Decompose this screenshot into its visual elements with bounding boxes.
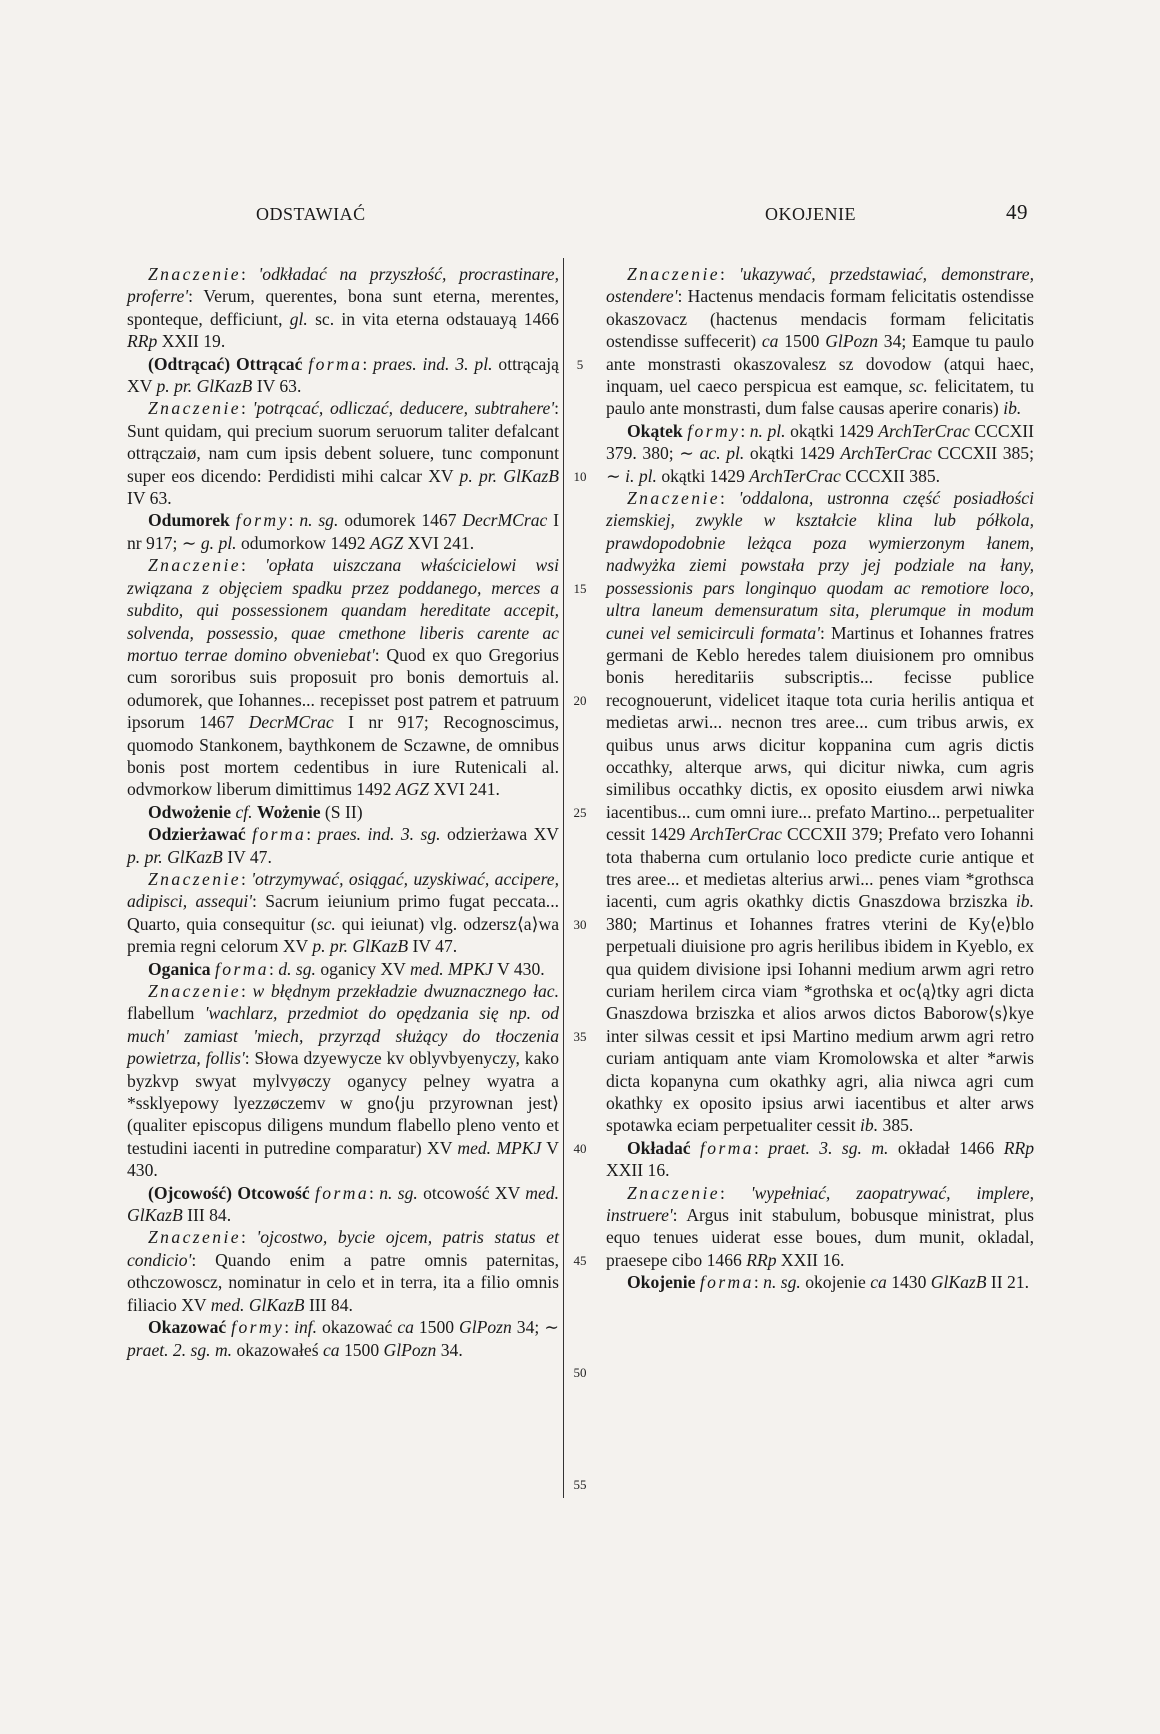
- entry-text: okątki 1429: [785, 420, 879, 441]
- entry-text: : Quando enim a patre omnis paternitas, othczowoscz, nominatur in celo et in terra, ita a filio omnis filiacio XV: [127, 1249, 559, 1315]
- entry-text: 'odkładać na przyszłość, procrastinare, proferre': [127, 264, 559, 307]
- entry-text: med. MPKJ: [457, 1137, 542, 1158]
- entry-text: Znaczenie: [148, 1227, 241, 1248]
- entry-text: ottrącają XV: [127, 353, 559, 397]
- entry-text: II 21.: [986, 1272, 1030, 1293]
- entry-text: : Sacrum ieiunium primo fugat peccata... Quarto, quia consequitur (: [127, 891, 559, 934]
- entry-text: odzierżawa XV: [440, 824, 559, 845]
- dictionary-paragraph: [127, 958, 559, 980]
- entry-text: CCCXII 379; Prefato vero Iohanni tota thaberna cum ortulanio loco predicte curie antique et tres aree... et medietas alterius arwi... penes viam *grothsca iacenti, cum agris okathky dictis Gnaszdowa brziszka: [606, 824, 1034, 912]
- entry-text: okojenie: [800, 1272, 871, 1293]
- entry-text: felicitatem, tu paulo ante monstrasti, dum false causas aperire conaris): [606, 376, 1034, 419]
- entry-text: GlPozn: [825, 331, 878, 352]
- entry-text: qui ieiunat) vlg. odzersz⟨a⟩wa premia regni celorum XV: [127, 913, 559, 957]
- right-column: [606, 263, 1034, 1294]
- line-number: 20: [573, 692, 587, 708]
- running-header: [0, 200, 1160, 232]
- entry-text: 1430: [886, 1272, 931, 1293]
- entry-headword: Odumorek: [148, 510, 230, 531]
- entry-headword: Okojenie: [627, 1272, 696, 1293]
- entry-text: ArchTerCrac: [878, 420, 970, 441]
- entry-text: :: [719, 1182, 751, 1203]
- entry-text: 'opłata uiszczana właścicielowi wsi związana z objęciem spadku przez poddanego, merces a subdito, qui possessionem quandam hereditate accepit, solvenda, possessio, quae cmethone liberis carente ac mortuo terrae domino obveniebat': [127, 555, 559, 665]
- entry-text: 34; ∼: [511, 1317, 559, 1338]
- entry-text: i. pl.: [625, 465, 657, 486]
- entry-text: :: [240, 1227, 257, 1248]
- entry-headword: (Ojcowość) Otcowość: [148, 1182, 310, 1203]
- line-number: 50: [573, 1364, 587, 1380]
- dictionary-paragraph: [127, 868, 559, 958]
- entry-text: Znaczenie: [627, 1182, 720, 1203]
- entry-headword: Okazować: [148, 1317, 227, 1338]
- entry-text: n. pl.: [749, 420, 786, 441]
- entry-text: forma: [699, 1272, 754, 1293]
- entry-text: cf.: [235, 801, 253, 822]
- entry-text: praet. 2. sg. m.: [127, 1339, 233, 1360]
- page-number: 49: [1006, 200, 1028, 224]
- entry-text: Znaczenie: [148, 981, 241, 1001]
- entry-text: forma: [699, 1137, 755, 1158]
- entry-text: 'oddalona, ustronna część posiadłości ziemskiej, zwykle w kształcie klina lub półkola, prawdopodobnie leżąca poza wymierzonym łanem, nadwyżka ziemi powstała przy jej podziale na łany, possessionis pars longinquo quodam ac remotiore loco, ultra laneum demensuratum sita, plerumque in modum cunei vel semicirculi formata': [606, 488, 1034, 643]
- entry-text: sc.: [908, 376, 928, 397]
- dictionary-paragraph: [606, 1137, 1034, 1182]
- entry-headword: Oganica: [148, 958, 211, 979]
- line-number: 10: [573, 468, 587, 484]
- entry-text: gl.: [289, 308, 308, 329]
- entry-text: ArchTerCrac: [749, 465, 841, 486]
- entry-text: 'wypełniać, zaopatrywać, implere, instruere': [606, 1182, 1035, 1226]
- entry-text: : Argus init stabulum, bobusque ministrat, plus equo tenues uiderat esse boues, dum munit, okladal, praesepe cibo 1466: [606, 1205, 1034, 1270]
- entry-text: XXII 19.: [157, 331, 226, 352]
- entry-text: :: [240, 264, 259, 284]
- dictionary-paragraph: [606, 263, 1034, 420]
- dictionary-paragraph: [127, 509, 559, 554]
- entry-text: AGZ: [395, 779, 430, 800]
- entry-text: p. pr. GlKazB: [156, 376, 253, 397]
- entry-text: : Słowa dzyewycze kv oblyvbyenyczy, kako byzkvp swyat mylvyøczy oganycy pelney wyatra a *ssklyepowy lyezzøczemv w gno⟨ju przyrownan jest⟩ (qualiter episcopus diligens mundum flabello pleno vento et testudini iacenti in putredine comparatur) XV: [127, 1048, 559, 1158]
- entry-text: n. sg.: [299, 510, 339, 531]
- entry-text: odumorek 1467: [338, 510, 463, 531]
- entry-text: formy: [235, 510, 289, 531]
- entry-text: V 430.: [127, 1137, 559, 1181]
- entry-text: praes. ind. 3. sg.: [317, 824, 441, 845]
- line-number: 5: [576, 356, 584, 372]
- entry-text: 'ukazywać, przedstawiać, demonstrare, ostendere': [606, 264, 1034, 307]
- header-left-word: ODSTAWIAĆ: [256, 204, 366, 224]
- entry-text: XXII 16.: [606, 1160, 670, 1181]
- entry-text: 'ojcostwo, bycie ojcem, patris status et condicio': [127, 1227, 559, 1270]
- entry-text: forma: [214, 958, 270, 979]
- entry-text: inf.: [294, 1317, 318, 1338]
- entry-text: III 84.: [304, 1294, 353, 1315]
- entry-text: (S II): [320, 801, 363, 822]
- entry-text: :: [269, 958, 279, 979]
- entry-text: 34; Eamque tu paulo ante monstrasti okaszovalesz sz dovodow (atqui haec, inquam, uel caeco perspicua est eamque,: [606, 331, 1035, 397]
- dictionary-paragraph: [127, 1182, 559, 1227]
- dictionary-paragraph: [127, 980, 559, 1182]
- dictionary-paragraph: [127, 1316, 559, 1361]
- entry-text: : Martinus et Iohannes fratres germani de Keblo heredes talem diuisionem pro omnibus bonis hereditariis subscriptis... fecisse publice recognouerunt, videlicet itaque tota curia herilis antiqua et medietas arwi... necnon tres aree... cum tribus arwis, ex quibus unus arws dicitur koppanina cum agris dictis occathky, alterque arws, qui dicitur niwka, cum agris similibus occathky dictis, ex oposito eiusdem arwi niwka iacentibus... cum omni iure... prefato Martino... perpetualiter cessit 1429: [606, 622, 1034, 845]
- entry-text: flabellum: [127, 1003, 205, 1024]
- entry-headword: Okątek: [627, 420, 683, 441]
- entry-text: XVI 241.: [429, 779, 500, 800]
- entry-text: okładał 1466: [888, 1137, 1004, 1158]
- entry-text: 1500: [778, 331, 826, 352]
- entry-text: :: [240, 981, 253, 1001]
- entry-text: ArchTerCrac: [840, 443, 932, 464]
- entry-headword: Okładać: [627, 1137, 691, 1158]
- dictionary-paragraph: [127, 397, 559, 509]
- entry-text: 380; Martinus et Iohannes fratres vterini de Ky⟨e⟩blo perpetuali diuisione pro agris herilibus ibidem in Kyeblo, ex qua quidem divisione ipsi Iohanni medium arwm agri retro curiam herilem circa viam *grothska et oc⟨ą⟩tky agri dicta Gnaszdowa brziszka et alios arwos dictos Baborow⟨s⟩kye inter silwas cessit et ipsi Martino medium arwm agri retro curiam antiquam ante viam Kromolowska et alter *arwis dicta kopanyna cum okathky agri, alia niwca agri cum okathky ex oposito ipsius arwi iacentibus et alter arws spotawka eciam perpetualiter cessit: [606, 913, 1034, 1136]
- entry-text: CCCXII 385; ∼: [606, 443, 1034, 486]
- entry-text: IV 47.: [222, 846, 272, 867]
- entry-text: :: [306, 824, 318, 845]
- entry-text: forma: [252, 824, 307, 845]
- entry-text: med. GlKazB: [127, 1182, 559, 1226]
- entry-text: Znaczenie: [148, 264, 241, 284]
- dictionary-paragraph: [127, 263, 559, 353]
- dictionary-paragraph: [127, 823, 559, 868]
- entry-text: : Hactenus mendacis formam felicitatis ostendisse okaszovacz (hactenus mendacis formam felicitatis ostendisse suffecerit): [606, 286, 1034, 352]
- entry-text: Znaczenie: [148, 398, 241, 419]
- entry-text: RRp: [746, 1249, 777, 1270]
- left-column: [127, 263, 559, 1361]
- entry-text: sc.: [316, 913, 336, 934]
- entry-text: :: [369, 1182, 380, 1203]
- entry-text: I nr 917; Recognoscimus, quomodo Stankonem, baythkonem de Sczawne, de omnibus bonis post mortem cedentibus in iure Rutenicali al. odvmorkow liberum dimittimus 1492: [127, 712, 560, 800]
- entry-text: GlKazB: [930, 1272, 987, 1293]
- entry-text: AGZ: [369, 532, 404, 553]
- line-number: 40: [573, 1140, 587, 1156]
- entry-text: DecrMCrac: [462, 510, 548, 531]
- entry-text: 'wachlarz, przedmiot do opędzania się np. od much' zamiast 'miech, przyrząd służący do tłoczenia powietrza, follis': [127, 1003, 559, 1069]
- line-number: 55: [573, 1476, 587, 1492]
- entry-text: GlPozn: [383, 1339, 437, 1360]
- entry-text: :: [240, 868, 252, 889]
- entry-text: okazowałeś: [232, 1339, 323, 1360]
- entry-text: Znaczenie: [148, 868, 241, 889]
- line-number: 30: [573, 916, 587, 932]
- entry-headword: Odzierżawać: [148, 824, 246, 845]
- entry-text: IV 63.: [127, 488, 172, 509]
- entry-text: sc. in vita eterna odstauayą 1466: [307, 308, 559, 329]
- entry-text: ca: [397, 1317, 414, 1338]
- entry-text: w błędnym przekładzie dwuznacznego łac.: [252, 981, 559, 1001]
- entry-text: odumorkow 1492: [236, 532, 370, 553]
- entry-text: n. sg.: [379, 1182, 418, 1203]
- entry-text: 1500: [339, 1339, 384, 1360]
- entry-headword: Wożenie: [257, 801, 321, 822]
- entry-text: ca: [761, 331, 779, 352]
- entry-text: otcowość XV: [417, 1182, 526, 1203]
- entry-headword: (Odtrącać) Ottrącać: [148, 353, 303, 374]
- dictionary-paragraph: [606, 1271, 1034, 1293]
- entry-text: : Quod ex quo Gregorius cum sororibus suis proposuit pro bonis demortuis al. odumorek, que Iohannes... recepisset post patrem et patruum ipsorum 1467: [127, 644, 559, 733]
- entry-text: ib.: [1015, 891, 1034, 912]
- entry-text: g. pl.: [200, 532, 237, 553]
- dictionary-paragraph: [606, 487, 1034, 1137]
- entry-text: :: [288, 510, 300, 531]
- entry-text: 385.: [878, 1115, 914, 1136]
- entry-text: praes. ind. 3. pl.: [373, 353, 493, 374]
- entry-text: okątki 1429: [744, 443, 841, 464]
- entry-headword: Odwożenie: [148, 801, 232, 822]
- entry-text: forma: [314, 1182, 370, 1203]
- entry-text: ib.: [860, 1115, 879, 1136]
- dictionary-paragraph: [127, 801, 559, 823]
- entry-text: IV 63.: [252, 376, 302, 397]
- entry-text: p. pr. GlKazB: [312, 936, 409, 957]
- entry-text: p. pr. GlKazB: [127, 846, 223, 867]
- entry-text: [691, 1138, 700, 1158]
- entry-text: 'potrącać, odliczać, deducere, subtrahere': [252, 398, 555, 419]
- entry-text: XXII 16.: [776, 1249, 845, 1270]
- entry-text: praet. 3. sg. m.: [768, 1137, 889, 1158]
- dictionary-paragraph: [606, 420, 1034, 487]
- entry-text: :: [240, 555, 266, 576]
- line-number: 25: [573, 804, 587, 820]
- entry-text: ca: [870, 1272, 887, 1293]
- entry-text: Znaczenie: [627, 264, 720, 284]
- entry-text: :: [362, 353, 374, 374]
- entry-text: okazować: [317, 1317, 398, 1338]
- entry-text: d. sg.: [278, 958, 316, 979]
- entry-text: ca: [322, 1339, 340, 1360]
- entry-text: ac. pl.: [699, 443, 745, 464]
- entry-text: III 84.: [182, 1205, 232, 1226]
- line-number: 45: [573, 1252, 587, 1268]
- entry-text: IV 47.: [408, 936, 458, 957]
- entry-text: V 430.: [493, 958, 545, 979]
- entry-text: :: [719, 264, 740, 284]
- dictionary-paragraph: [127, 1226, 559, 1316]
- column-divider: [563, 258, 564, 1498]
- entry-text: RRp: [127, 331, 158, 352]
- line-number: 35: [573, 1028, 587, 1044]
- dictionary-paragraph: [606, 1182, 1034, 1272]
- entry-text: med. GlKazB: [210, 1294, 305, 1315]
- entry-text: DecrMCrac: [248, 712, 334, 733]
- entry-text: 'otrzymywać, osiągać, uzyskiwać, accipere, adipisci, assequi': [127, 868, 559, 912]
- entry-text: GlPozn: [459, 1317, 512, 1338]
- entry-text: formy: [687, 420, 741, 441]
- line-number: 15: [573, 580, 587, 596]
- entry-text: :: [754, 1137, 769, 1158]
- entry-text: p. pr. GlKazB: [459, 465, 559, 486]
- entry-text: RRp: [1003, 1137, 1034, 1158]
- entry-text: forma: [308, 353, 363, 374]
- entry-text: : Sunt quidam, qui precium suorum seruorum taliter defalcant ottrączaiø, nam cum ipsis debent soluere, tunc componunt super eos dicendo: Perdidisti mihi calcar XV: [127, 398, 559, 486]
- entry-text: okątki 1429: [656, 465, 750, 486]
- dictionary-paragraph: [127, 554, 559, 800]
- entry-text: :: [740, 420, 750, 441]
- entry-text: CCCXII 385.: [840, 465, 941, 486]
- entry-text: 34.: [436, 1339, 463, 1360]
- entry-text: :: [240, 398, 253, 419]
- entry-text: ib.: [1003, 398, 1022, 419]
- entry-text: med. MPKJ: [409, 958, 493, 979]
- entry-text: :: [719, 488, 739, 509]
- entry-text: formy: [231, 1317, 285, 1338]
- entry-text: XVI 241.: [403, 532, 475, 553]
- entry-text: :: [753, 1272, 764, 1293]
- entry-text: n. sg.: [763, 1272, 801, 1293]
- entry-text: Znaczenie: [627, 488, 720, 509]
- dictionary-paragraph: [127, 353, 559, 398]
- entry-text: I nr 917; ∼: [127, 510, 559, 553]
- entry-text: oganicy XV: [315, 958, 410, 979]
- entry-text: : Verum, querentes, bona sunt eterna, merentes, sponteque, defficiunt,: [127, 286, 559, 329]
- entry-text: ArchTerCrac: [690, 824, 782, 845]
- header-right-word: OKOJENIE: [765, 204, 856, 224]
- entry-text: CCCXII 379. 380; ∼: [606, 420, 1034, 464]
- entry-text: :: [284, 1317, 295, 1338]
- entry-text: Znaczenie: [148, 555, 241, 576]
- entry-text: 1500: [413, 1317, 460, 1338]
